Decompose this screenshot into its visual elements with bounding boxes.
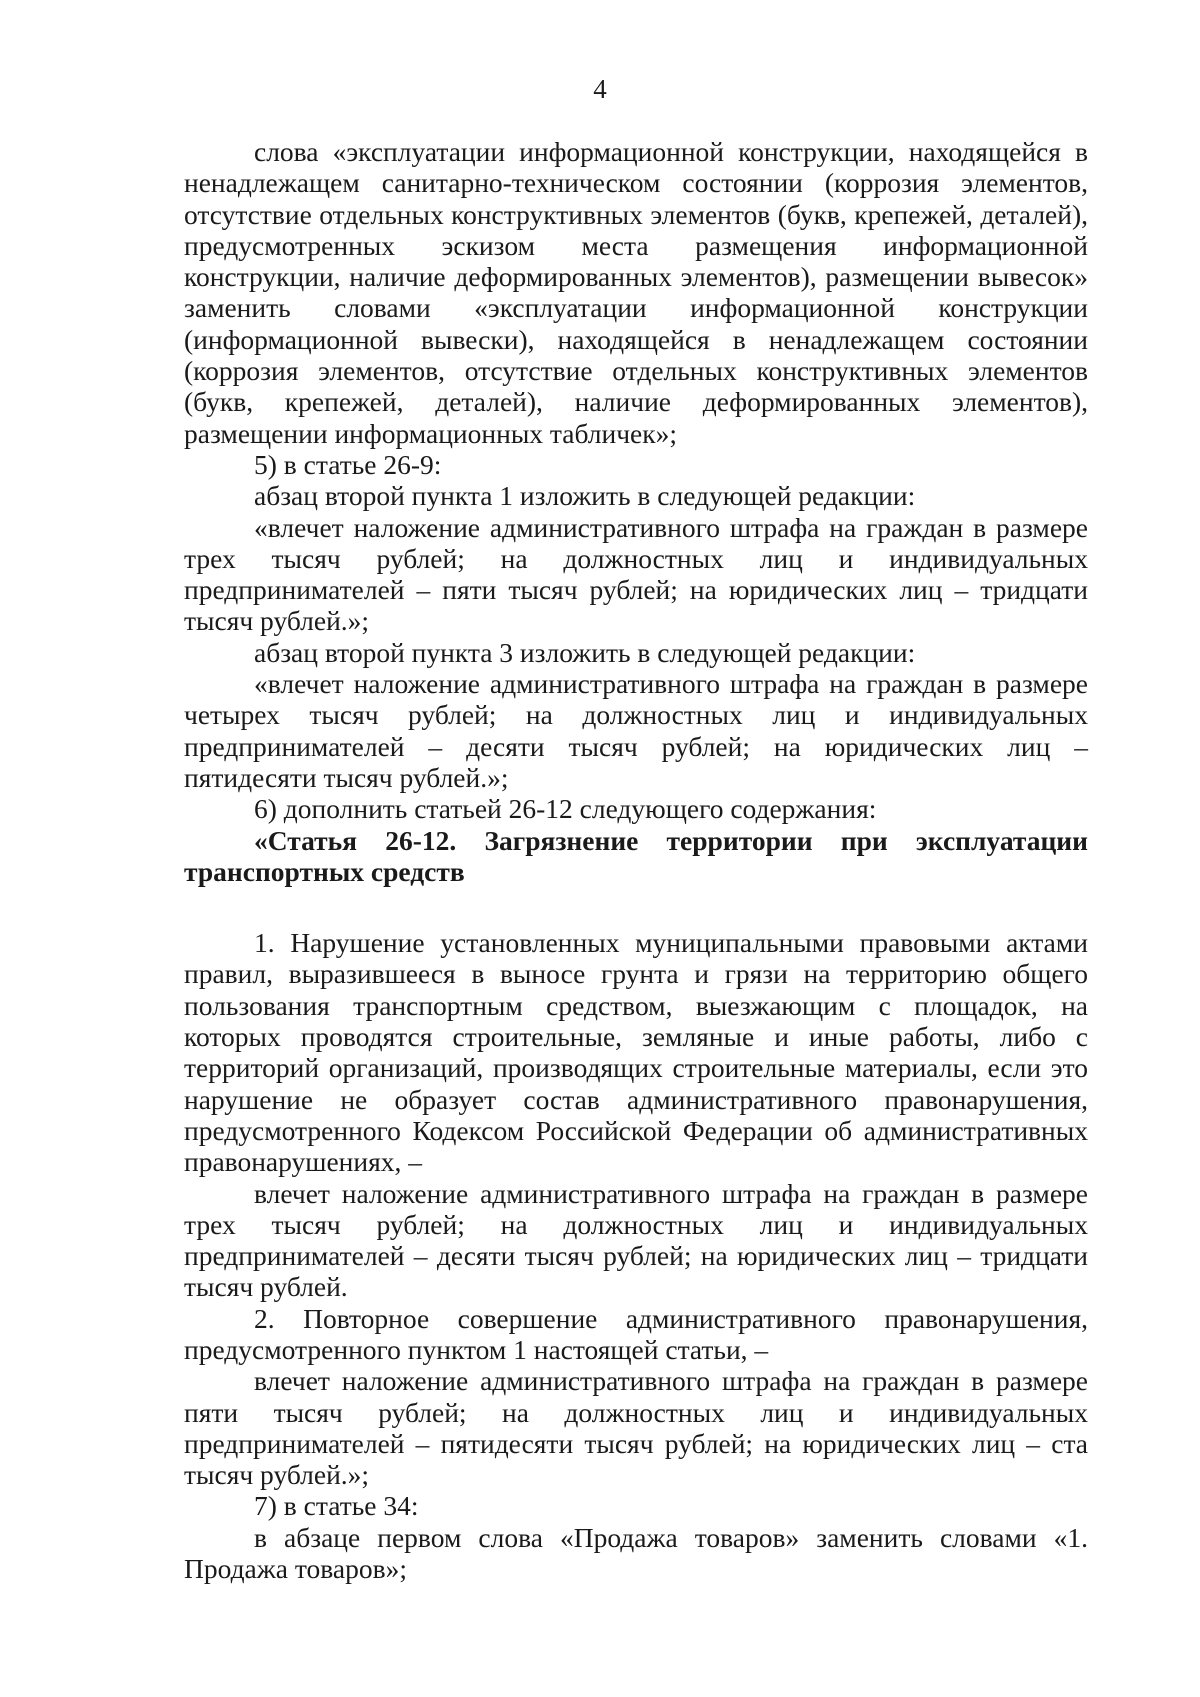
paragraph-point-3-intro: абзац второй пункта 3 изложить в следующей редакции: (254, 636, 916, 668)
document-body (184, 136, 1088, 1584)
page-number: 4 (593, 74, 607, 104)
paragraph-item-6: 6) дополнить статьей 26-12 следующего содержания: (254, 793, 877, 825)
paragraph-amendment-words: слова «эксплуатации информационной конструкции, находящейся в ненадлежащем санитарно-техническом состоянии (коррозия элементов, отсутствие отдельных конструктивных элементов (букв, крепежей, деталей), предусмотренных эскизом места размещения информационной конструкции, наличие деформированных элементов), размещении вывесок» заменить словами «эксплуатации информационной конструкции (информационной вывески), находящейся в ненадлежащем состоянии (коррозия элементов, отсутствие отдельных конструктивных элементов (букв, крепежей, деталей), наличие деформированных элементов), размещении информационных табличек»; (184, 136, 1088, 449)
paragraph-item-5: 5) в статье 26-9: (254, 448, 442, 480)
paragraph-article-point-1: 1. Нарушение установленных муниципальными правовыми актами правил, выразившееся в выносе грунта и грязи на территорию общего пользования транспортным средством, выезжающим с площадок, на которых проводятся строительные, земляные и иные работы, либо с территорий организаций, производящих строительные материалы, если это нарушение не образует состав административного правонарушения, предусмотренного Кодексом Российской Федерации об административных правонарушениях, – (184, 927, 1088, 1178)
paragraph-point-1-text: «влечет наложение административного штрафа на граждан в размере трех тысяч рублей; на должностных лиц и индивидуальных предпринимателей – пяти тысяч рублей; на юридических лиц – тридцати тысяч рублей.»; (184, 511, 1088, 637)
paragraph-item-7: 7) в статье 34: (254, 1490, 419, 1522)
paragraph-article-point-1-penalty: влечет наложение административного штрафа на граждан в размере трех тысяч рублей; на должностных лиц и индивидуальных предпринимателей – десяти тысяч рублей; на юридических лиц – тридцати тысяч рублей. (184, 1177, 1088, 1303)
paragraph-point-1-intro: абзац второй пункта 1 изложить в следующей редакции: (254, 480, 916, 512)
article-heading: «Статья 26-12. Загрязнение территории при эксплуатации транспортных средств (184, 824, 1088, 887)
paragraph-article-34-amendment: в абзаце первом слова «Продажа товаров» заменить словами «1. Продажа товаров»; (184, 1521, 1088, 1585)
paragraph-article-point-2: 2. Повторное совершение административного правонарушения, предусмотренного пунктом 1 настоящей статьи, – (184, 1302, 1088, 1365)
spacer (184, 887, 1088, 927)
paragraph-point-3-text: «влечет наложение административного штрафа на граждан в размере четырех тысяч рублей; на должностных лиц и индивидуальных предпринимателей – десяти тысяч рублей; на юридических лиц – пятидесяти тысяч рублей.»; (184, 668, 1088, 793)
paragraph-article-point-2-penalty: влечет наложение административного штрафа на граждан в размере пяти тысяч рублей; на должностных лиц и индивидуальных предпринимателей – пятидесяти тысяч рублей; на юридических лиц – ста тысяч рублей.»; (184, 1365, 1088, 1491)
